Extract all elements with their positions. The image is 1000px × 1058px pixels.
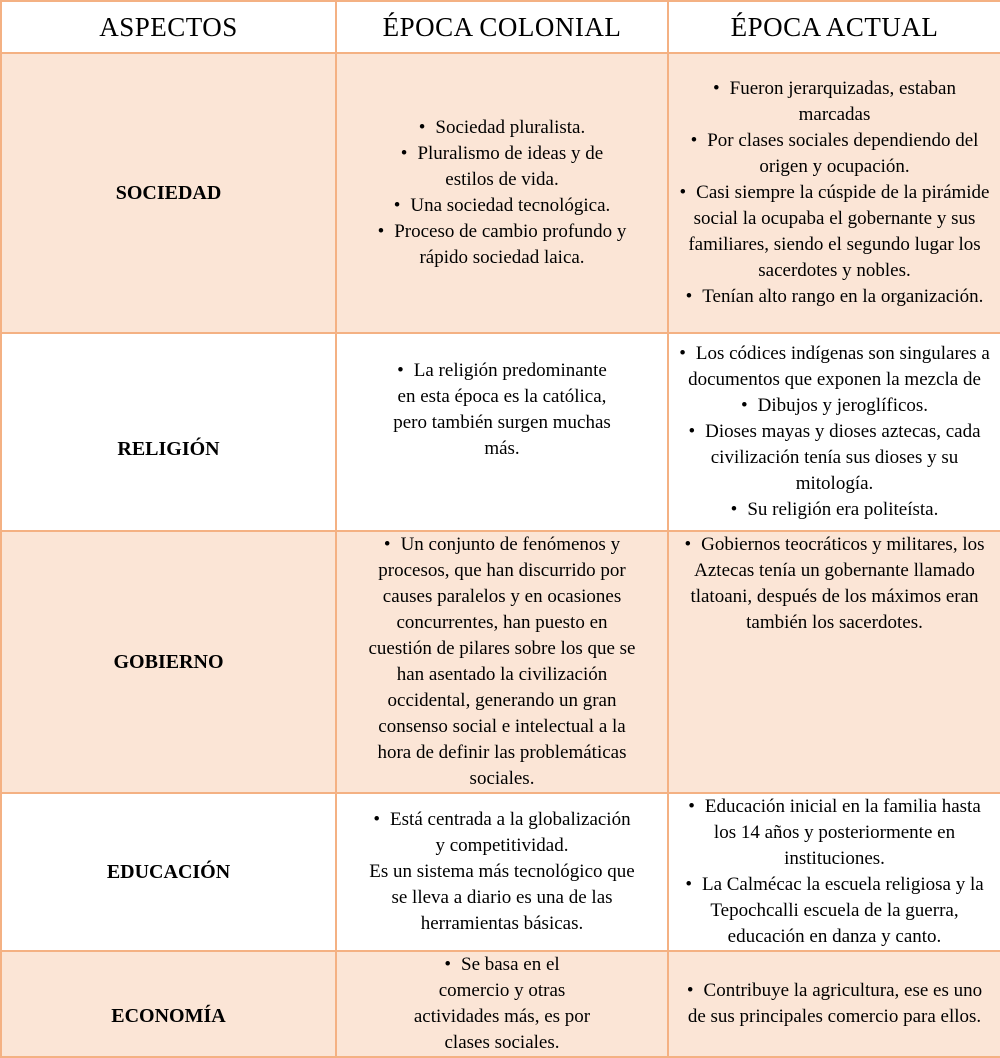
list-item	[387, 358, 617, 462]
list-item-text: Dioses mayas y dioses aztecas, cada civilización tenía sus dioses y su mitología.	[705, 421, 981, 494]
list-item-text: Dibujos y jeroglíficos.	[757, 395, 929, 416]
list-item	[675, 794, 994, 872]
list-item	[677, 180, 992, 284]
bullet-icon: •	[713, 78, 720, 99]
list-item-text: Contribuye la agricultura, ese es uno de sus principales comercio para ellos.	[687, 980, 983, 1027]
list-item-text: La Calmécac la escuela religiosa y la Tepochcalli escuela de la guerra, educación en danza y canto.	[701, 874, 984, 947]
list-item	[677, 128, 992, 180]
list-item-text: Su religión era politeísta.	[747, 499, 939, 520]
row-economia	[1, 951, 1000, 1057]
list-item	[377, 193, 627, 219]
bullet-icon: •	[377, 221, 385, 242]
row-educacion	[1, 793, 1000, 951]
list-item-text: Casi siempre la cúspide de la pirámide social la ocupaba el gobernante y sus familiares, siendo el segundo lugar los sacerdotes y nobles.	[688, 182, 990, 281]
bullet-icon: •	[688, 421, 696, 442]
bullet-icon: •	[418, 117, 426, 138]
list-item	[407, 952, 597, 1056]
list-item	[377, 219, 627, 271]
list-item-text: Por clases sociales dependiendo del origen y ocupación.	[707, 130, 979, 177]
list-item-text: Tenían alto rango en la organización.	[702, 286, 984, 307]
bullet-icon: •	[679, 182, 687, 203]
actual-cell	[668, 333, 1000, 531]
list-item-text: Los códices indígenas son singulares a documentos que exponen la mezcla de	[688, 343, 990, 390]
row-gobierno	[1, 531, 1000, 793]
list-item	[377, 115, 627, 141]
list-item-text: Un conjunto de fenómenos y procesos, que han discurrido por causes paralelos y en ocasiones concurrentes, han puesto en cuestión de pilares sobre los que se han asentado la civilización occidental, generando un gran consenso social e intelectual a la hora de definir las problemáticas sociales.	[368, 534, 636, 789]
aspect-cell: RELIGIÓN	[1, 333, 336, 531]
list-item	[377, 141, 627, 193]
aspect-cell: GOBIERNO	[1, 531, 336, 793]
list-item-text: Una sociedad tecnológica.	[410, 195, 611, 216]
actual-cell	[668, 53, 1000, 333]
bullet-icon: •	[685, 286, 693, 307]
bullet-icon: •	[383, 534, 391, 555]
list-item-text: La religión predominante en esta época es la católica, pero también surgen muchas más.	[393, 360, 611, 459]
aspect-cell: ECONOMÍA	[1, 951, 336, 1057]
row-religion	[1, 333, 1000, 531]
list-item-text: Educación inicial en la familia hasta los 14 años y posteriormente en instituciones.	[704, 796, 981, 869]
list-item-text: Pluralismo de ideas y de estilos de vida.	[417, 143, 604, 190]
colonial-cell	[336, 53, 668, 333]
bullet-icon: •	[690, 130, 698, 151]
list-item-text: Fueron jerarquizadas, estaban marcadas	[729, 78, 956, 125]
actual-cell	[668, 793, 1000, 951]
list-item	[677, 284, 992, 310]
bullet-icon: •	[740, 395, 748, 416]
list-item-text: Se basa en el comercio y otras actividades más, es por clases sociales.	[413, 954, 591, 1053]
colonial-cell	[336, 951, 668, 1057]
list-item	[677, 532, 992, 636]
aspect-cell: SOCIEDAD	[1, 53, 336, 333]
bullet-icon: •	[373, 809, 381, 830]
colonial-cell	[336, 793, 668, 951]
list-item-text: Es un sistema más tecnológico que se lleva a diario es una de las herramientas básicas.	[369, 861, 635, 934]
actual-cell	[668, 951, 1000, 1057]
list-item	[367, 859, 637, 937]
list-item	[367, 807, 637, 859]
list-item-text: Proceso de cambio profundo y rápido sociedad laica.	[394, 221, 627, 268]
header-epoca-colonial: ÉPOCA COLONIAL	[336, 1, 668, 53]
colonial-cell	[336, 333, 668, 531]
actual-cell	[668, 531, 1000, 793]
header-row	[1, 1, 1000, 53]
row-sociedad	[1, 53, 1000, 333]
bullet-icon: •	[684, 534, 692, 555]
list-item	[677, 341, 992, 393]
list-item-text: Está centrada a la globalización y competitividad.	[390, 809, 631, 856]
bullet-icon: •	[685, 874, 692, 895]
header-epoca-actual: ÉPOCA ACTUAL	[668, 1, 1000, 53]
list-item	[675, 872, 994, 950]
bullet-icon: •	[679, 343, 686, 364]
bullet-icon: •	[730, 499, 738, 520]
list-item	[367, 532, 637, 792]
bullet-icon: •	[688, 796, 695, 817]
header-aspectos: ASPECTOS	[1, 1, 336, 53]
list-item	[677, 419, 992, 497]
bullet-icon: •	[393, 195, 401, 216]
bullet-icon: •	[397, 360, 404, 381]
list-item-text: Sociedad pluralista.	[435, 117, 586, 138]
list-item	[677, 497, 992, 523]
bullet-icon: •	[686, 980, 694, 1001]
bullet-icon: •	[444, 954, 451, 975]
list-item	[677, 76, 992, 128]
colonial-cell	[336, 531, 668, 793]
bullet-icon: •	[400, 143, 408, 164]
list-item	[677, 393, 992, 419]
list-item-text: Gobiernos teocráticos y militares, los Aztecas tenía un gobernante llamado tlatoani, después de los máximos eran también los sacerdotes.	[690, 534, 985, 633]
list-item	[685, 978, 984, 1030]
aspect-cell: EDUCACIÓN	[1, 793, 336, 951]
